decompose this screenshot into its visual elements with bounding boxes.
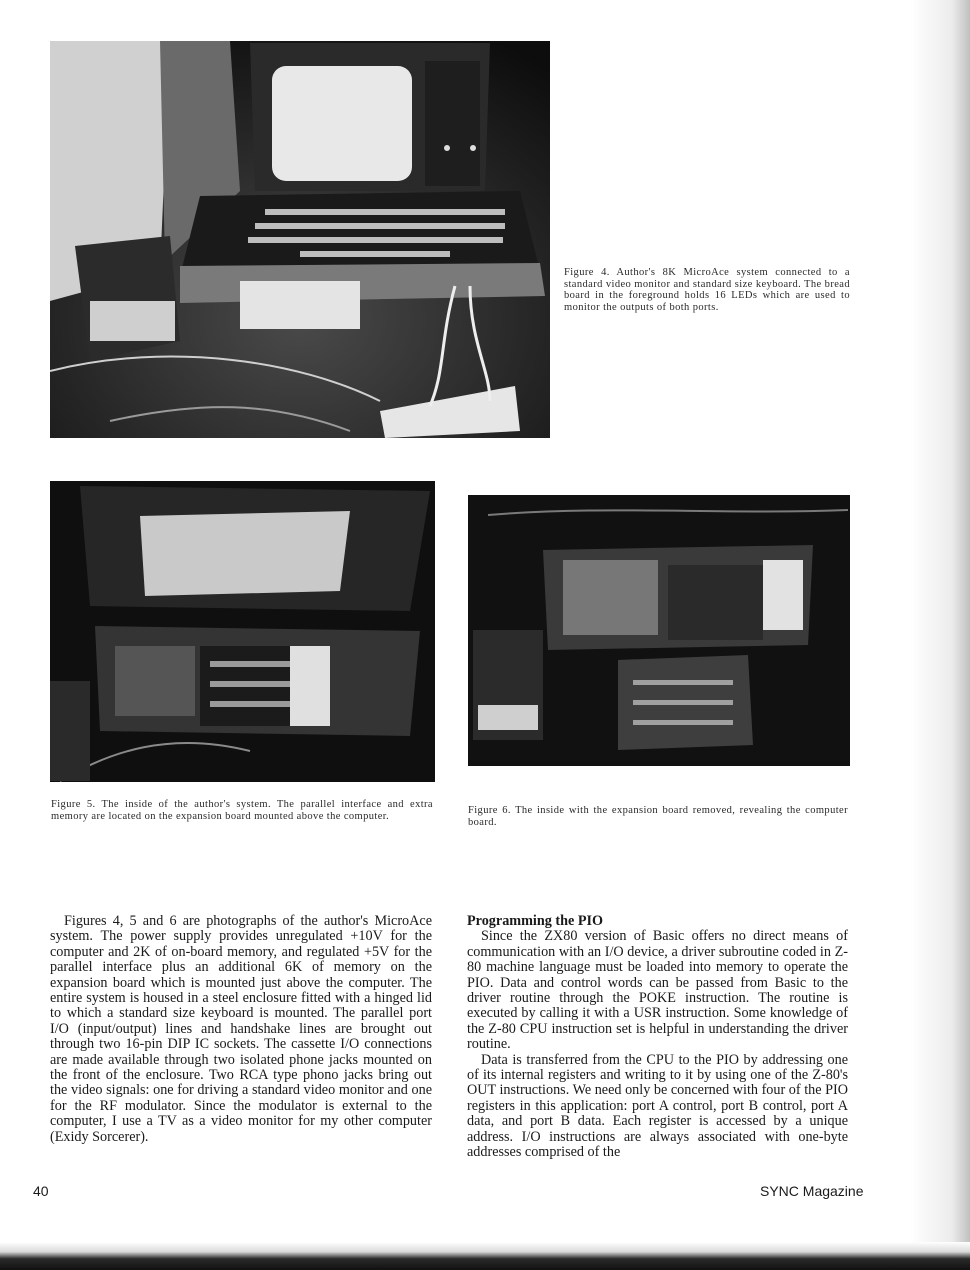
page-number: 40	[33, 1183, 49, 1199]
body-paragraph-1: Since the ZX80 version of Basic offers no direct means of communication with an I/O device, a driver subroutine coded in Z-80 machine language must be loaded into memory to operate the PIO. Data and control words can be passed from Basic to the driver routine through the POKE instruction. The routine is executed by calling it with a USR instruction. Some knowledge of the Z-80 CPU instruction set is helpful in understanding the driver routine.	[467, 928, 848, 1053]
figure-6-caption: Figure 6. The inside with the expansion board removed, revealing the computer board.	[468, 805, 848, 828]
figure-5-caption: Figure 5. The inside of the author's system. The parallel interface and extra memory are located on the expansion board mounted above the computer.	[51, 799, 433, 822]
page-edge-shadow	[910, 0, 970, 1270]
scan-bottom-edge	[0, 1242, 970, 1270]
right-column	[467, 914, 848, 1161]
figure-6-photo	[468, 495, 850, 766]
publication-name: SYNC Magazine	[760, 1183, 864, 1199]
figure-5-photo	[50, 481, 435, 782]
figure-4-caption: Figure 4. Author's 8K MicroAce system connected to a standard video monitor and standard size keyboard. The bread board in the foreground holds 16 LEDs which are used to monitor the outputs of both ports.	[564, 267, 850, 313]
body-paragraph: Figures 4, 5 and 6 are photographs of the author's MicroAce system. The power supply provides unregulated +10V for the computer and 2K of on-board memory, and regulated +5V for the parallel interface plus an additional 6K of memory on the expansion board which is mounted just above the computer. The entire system is housed in a steel enclosure fitted with a hinged lid to which a standard size keyboard is mounted. The parallel port I/O (input/output) lines and handshake lines are brought out through two 16-pin DIP IC sockets. The cassette I/O connections are made available through two isolated phone jacks mounted on the front of the enclosure. Two RCA type phono jacks bring out the video signals: one for driving a standard video monitor and one for the RF modulator. Since the modulator is external to the computer, I use a TV as a video monitor for my other computer (Exidy Sorcerer).	[50, 913, 432, 1145]
left-column	[50, 914, 432, 1145]
figure-4-photo	[50, 41, 550, 438]
body-paragraph-2: Data is transferred from the CPU to the PIO by addressing one of its internal registers and writing to it by using one of the Z-80's OUT instructions. We need only be concerned with four of the PIO registers in this application: port A control, port B control, port A data, and port B data. Each register is accessed by a unique address. I/O instructions are always associated with one-byte addresses comprised of the	[467, 1051, 848, 1161]
section-heading: Programming the PIO	[467, 913, 604, 929]
